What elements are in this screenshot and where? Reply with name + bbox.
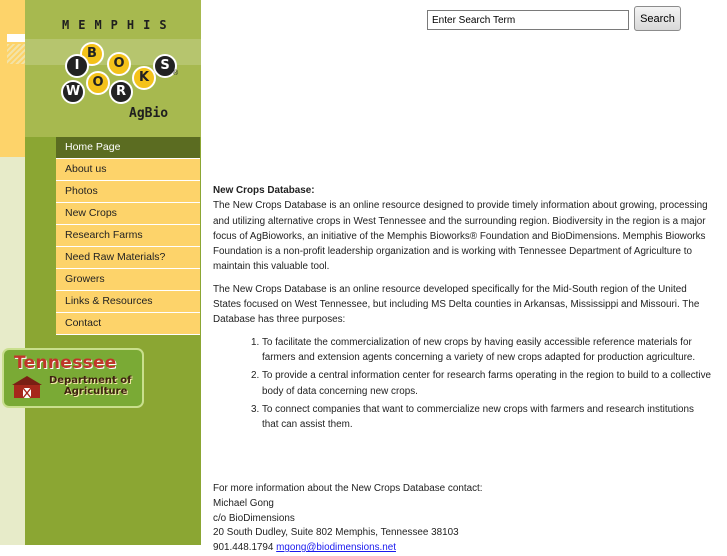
nav-item-raw-materials[interactable]: Need Raw Materials? [56,247,200,269]
contact-org: c/o BioDimensions [213,512,295,524]
logo-letter: O [107,52,131,76]
nav-item-photos[interactable]: Photos [56,181,200,203]
tn-agriculture-logo[interactable] [2,348,144,408]
contact-intro: For more information about the New Crops Database contact: [213,483,483,494]
main-content [213,183,713,435]
nav-item-home[interactable]: Home Page [56,137,200,159]
contact-name: Michael Gong [213,497,274,509]
contact-phone: 901.448.1794 [213,542,274,554]
nav-item-research-farms[interactable]: Research Farms [56,225,200,247]
contact-email-link[interactable]: mgong@biodimensions.net [276,542,396,554]
purpose-paragraph: The New Crops Database is an online resource developed specifically for the Mid-South region of the United States focused on West Tennessee, but including MS Delta counties in Arkansas, Mississippi and Missouri. The Database has three purposes: [213,283,700,326]
list-item: 3. To connect companies that want to commercialize new crops with farmers and research institutions that can assist them. [262,402,713,433]
nav-item-contact[interactable]: Contact [56,313,200,335]
tn-logo-line2: Agriculture [64,386,128,397]
contact-phone-email-line [213,541,713,556]
registered-mark: ® [173,70,179,77]
list-item: 2. To provide a central information center for research farms operating in the region to build to a collective body of data concerning new crops. [262,368,713,399]
nav-item-about[interactable]: About us [56,159,200,181]
intro-paragraph [213,183,713,275]
main-nav [56,137,200,335]
nav-item-new-crops[interactable]: New Crops [56,203,200,225]
barn-icon [10,375,44,399]
logo-letter: R [109,80,133,104]
logo-letter: W [61,80,85,104]
logo-top-text: MEMPHIS [62,18,176,32]
logo-letter: S [153,54,177,78]
purpose-list [213,335,713,433]
logo-letter: B [80,42,104,66]
list-item: 1. To facilitate the commercialization of new crops by having easily accessible reference materials for farmers and extension agents concerning a variety of new crops adapted for production agriculture. [262,335,713,366]
logo-letter: O [86,71,110,95]
logo-sub-text: AgBio [129,106,169,121]
search-button[interactable]: Search [634,6,681,31]
left-decor-pattern [7,44,25,64]
contact-address: 20 South Dudley, Suite 802 Memphis, Tennessee 38103 [213,527,459,539]
nav-item-growers[interactable]: Growers [56,269,200,291]
logo-letter: I [65,54,89,78]
search-input[interactable] [427,10,629,30]
tn-logo-line1: Department of [49,375,132,386]
paragraph-text: The New Crops Database is an online resource designed to provide timely information about growing, processing and utilizing alternative crops in West Tennessee and the surrounding region. Biodiversity in the region is a major focus of AgBioworks, an initiative of the Memphis Bioworks® Foundation and BioDimensions. Memphis Bioworks Foundation is a non-profit leadership organization and is working with Tennessee Department of Agriculture to maintain this valuable tool. [213,200,708,273]
nav-item-links[interactable]: Links & Resources [56,291,200,313]
tn-logo-title: Tennessee [14,353,117,373]
logo-letter: K [132,66,156,90]
content-heading: New Crops Database: [213,185,315,196]
left-decor-accent [0,0,25,157]
